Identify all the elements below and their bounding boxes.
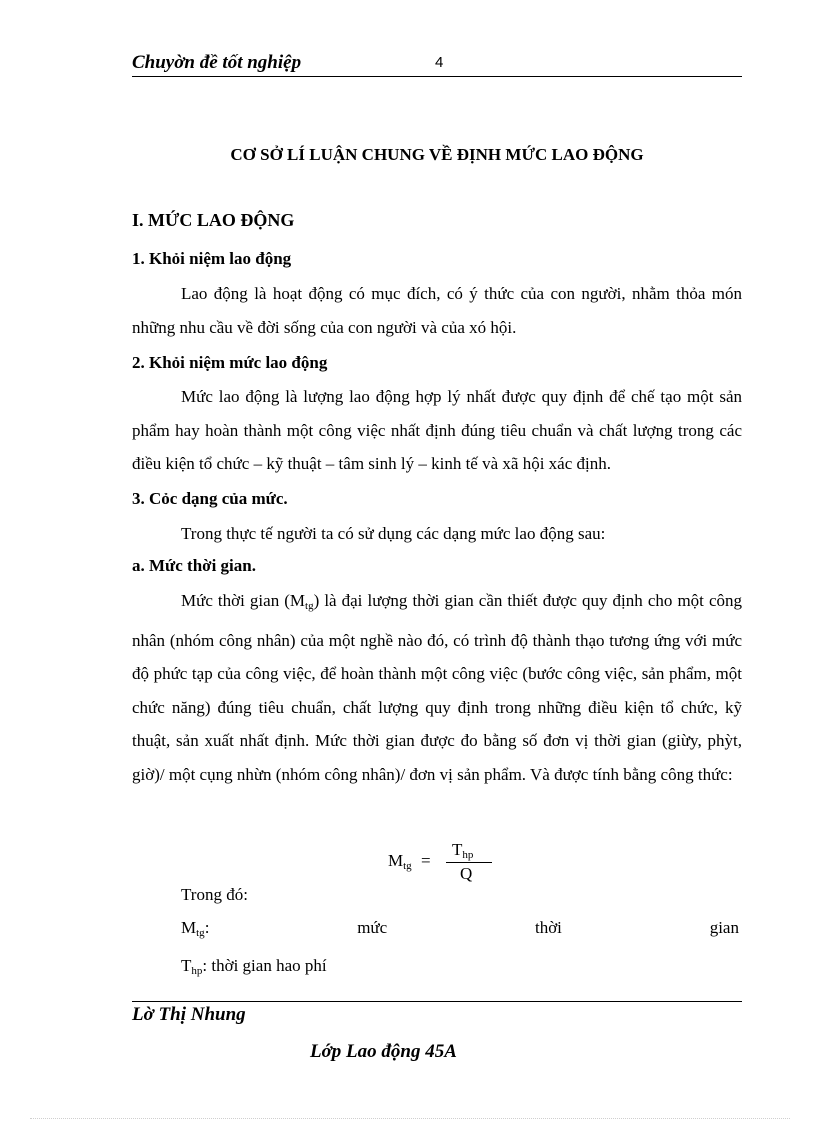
- definition-thp: [181, 954, 327, 983]
- subsection-heading-2: 2. Khỏi niệm mức lao động: [132, 353, 328, 372]
- mtg-word-1: mức: [357, 918, 388, 937]
- formula-equals: =: [421, 851, 431, 870]
- mtg-word-2: thời: [534, 918, 562, 937]
- subsection-heading-3: 3. Cỏc dạng của mức.: [132, 489, 288, 508]
- paragraph-2-text: Mức lao động là lượng lao động hợp lý nhất được quy định để chế tạo một sản phẩm hay hoàn thành một công việc nhất định đúng tiêu chuẩn và chất lượng trong các điều kiện tổ chức – kỹ thuật – tâm sinh lý – kinh tế và xã hội xác định.: [132, 387, 742, 473]
- paragraph-3: [132, 517, 742, 551]
- thp-sub: hp: [191, 965, 203, 977]
- mtg-colon: :: [204, 918, 210, 937]
- paragraph-3-text: Trong thực tế người ta có sử dụng các dạng mức lao động sau:: [181, 524, 606, 543]
- page-number: 4: [435, 54, 444, 71]
- formula-denominator: Q: [460, 864, 473, 883]
- thp-symbol: T: [181, 956, 192, 975]
- page-edge-divider: [30, 1118, 790, 1119]
- formula-lhs-symbol: M: [388, 851, 404, 870]
- mtg-word-3: gian: [709, 918, 739, 937]
- footer-divider: [132, 1001, 742, 1002]
- mtg-sub: tg: [196, 927, 205, 939]
- footer-class: Lớp Lao động 45A: [310, 1041, 457, 1062]
- paragraph-2: [132, 380, 742, 481]
- page-header: [132, 50, 742, 77]
- formula-numerator: [452, 840, 473, 861]
- paragraph-a: [132, 584, 742, 791]
- paragraph-a-text-2: ) là đại lượng thời gian cần thiết được quy định cho một công nhân (nhóm công nhân) của một nghề nào đó, có trình độ thành thạo tương ứng với mức độ phức tạp của công việc, để hoàn thành một công việc (bước công việc, sản phẩm, một chức năng) đúng tiêu chuẩn, chất lượng quy định trong những điều kiện tổ chức, kỹ thuật, sản xuất nhất định. Mức thời gian được đo bằng số đơn vị thời gian (giừy, phỳt, giờ)/ một cụng nhừn (nhóm công nhân)/ đơn vị sản phẩm. Và được tính bằng công thức:: [132, 591, 742, 784]
- formula-numerator-sub: hp: [462, 849, 474, 861]
- fraction-bar: [446, 862, 492, 863]
- subsection-heading-a: a. Mức thời gian.: [132, 556, 256, 575]
- paragraph-a-text-1: Mức thời gian (M: [181, 591, 306, 610]
- formula-lhs-sub: tg: [403, 860, 412, 872]
- section-heading: I. MỨC LAO ĐỘNG: [132, 210, 295, 230]
- paragraph-a-subscript: tg: [305, 600, 314, 612]
- definition-mtg-symbol: [181, 918, 209, 939]
- header-title: Chuyờn đề tốt nghiệp: [132, 52, 302, 73]
- footer-author: Lờ Thị Nhung: [132, 1004, 246, 1025]
- definition-mtg: [181, 918, 739, 939]
- paragraph-1-text: Lao động là hoạt động có mục đích, có ý thức của con người, nhằm thỏa món những nhu cầu về đời sống của con người và của xó hội.: [132, 284, 742, 337]
- subsection-heading-1: 1. Khỏi niệm lao động: [132, 249, 292, 268]
- time-norm-formula: [388, 840, 498, 886]
- mtg-symbol: M: [181, 918, 197, 937]
- document-title: CƠ SỞ LÍ LUẬN CHUNG VỀ ĐỊNH MỨC LAO ĐỘNG: [230, 145, 644, 164]
- formula-lhs: [388, 851, 412, 872]
- formula-numerator-symbol: T: [452, 840, 463, 859]
- paragraph-1: [132, 277, 742, 344]
- thp-text: : thời gian hao phí: [202, 956, 327, 975]
- definitions-intro: Trong đó:: [181, 885, 248, 904]
